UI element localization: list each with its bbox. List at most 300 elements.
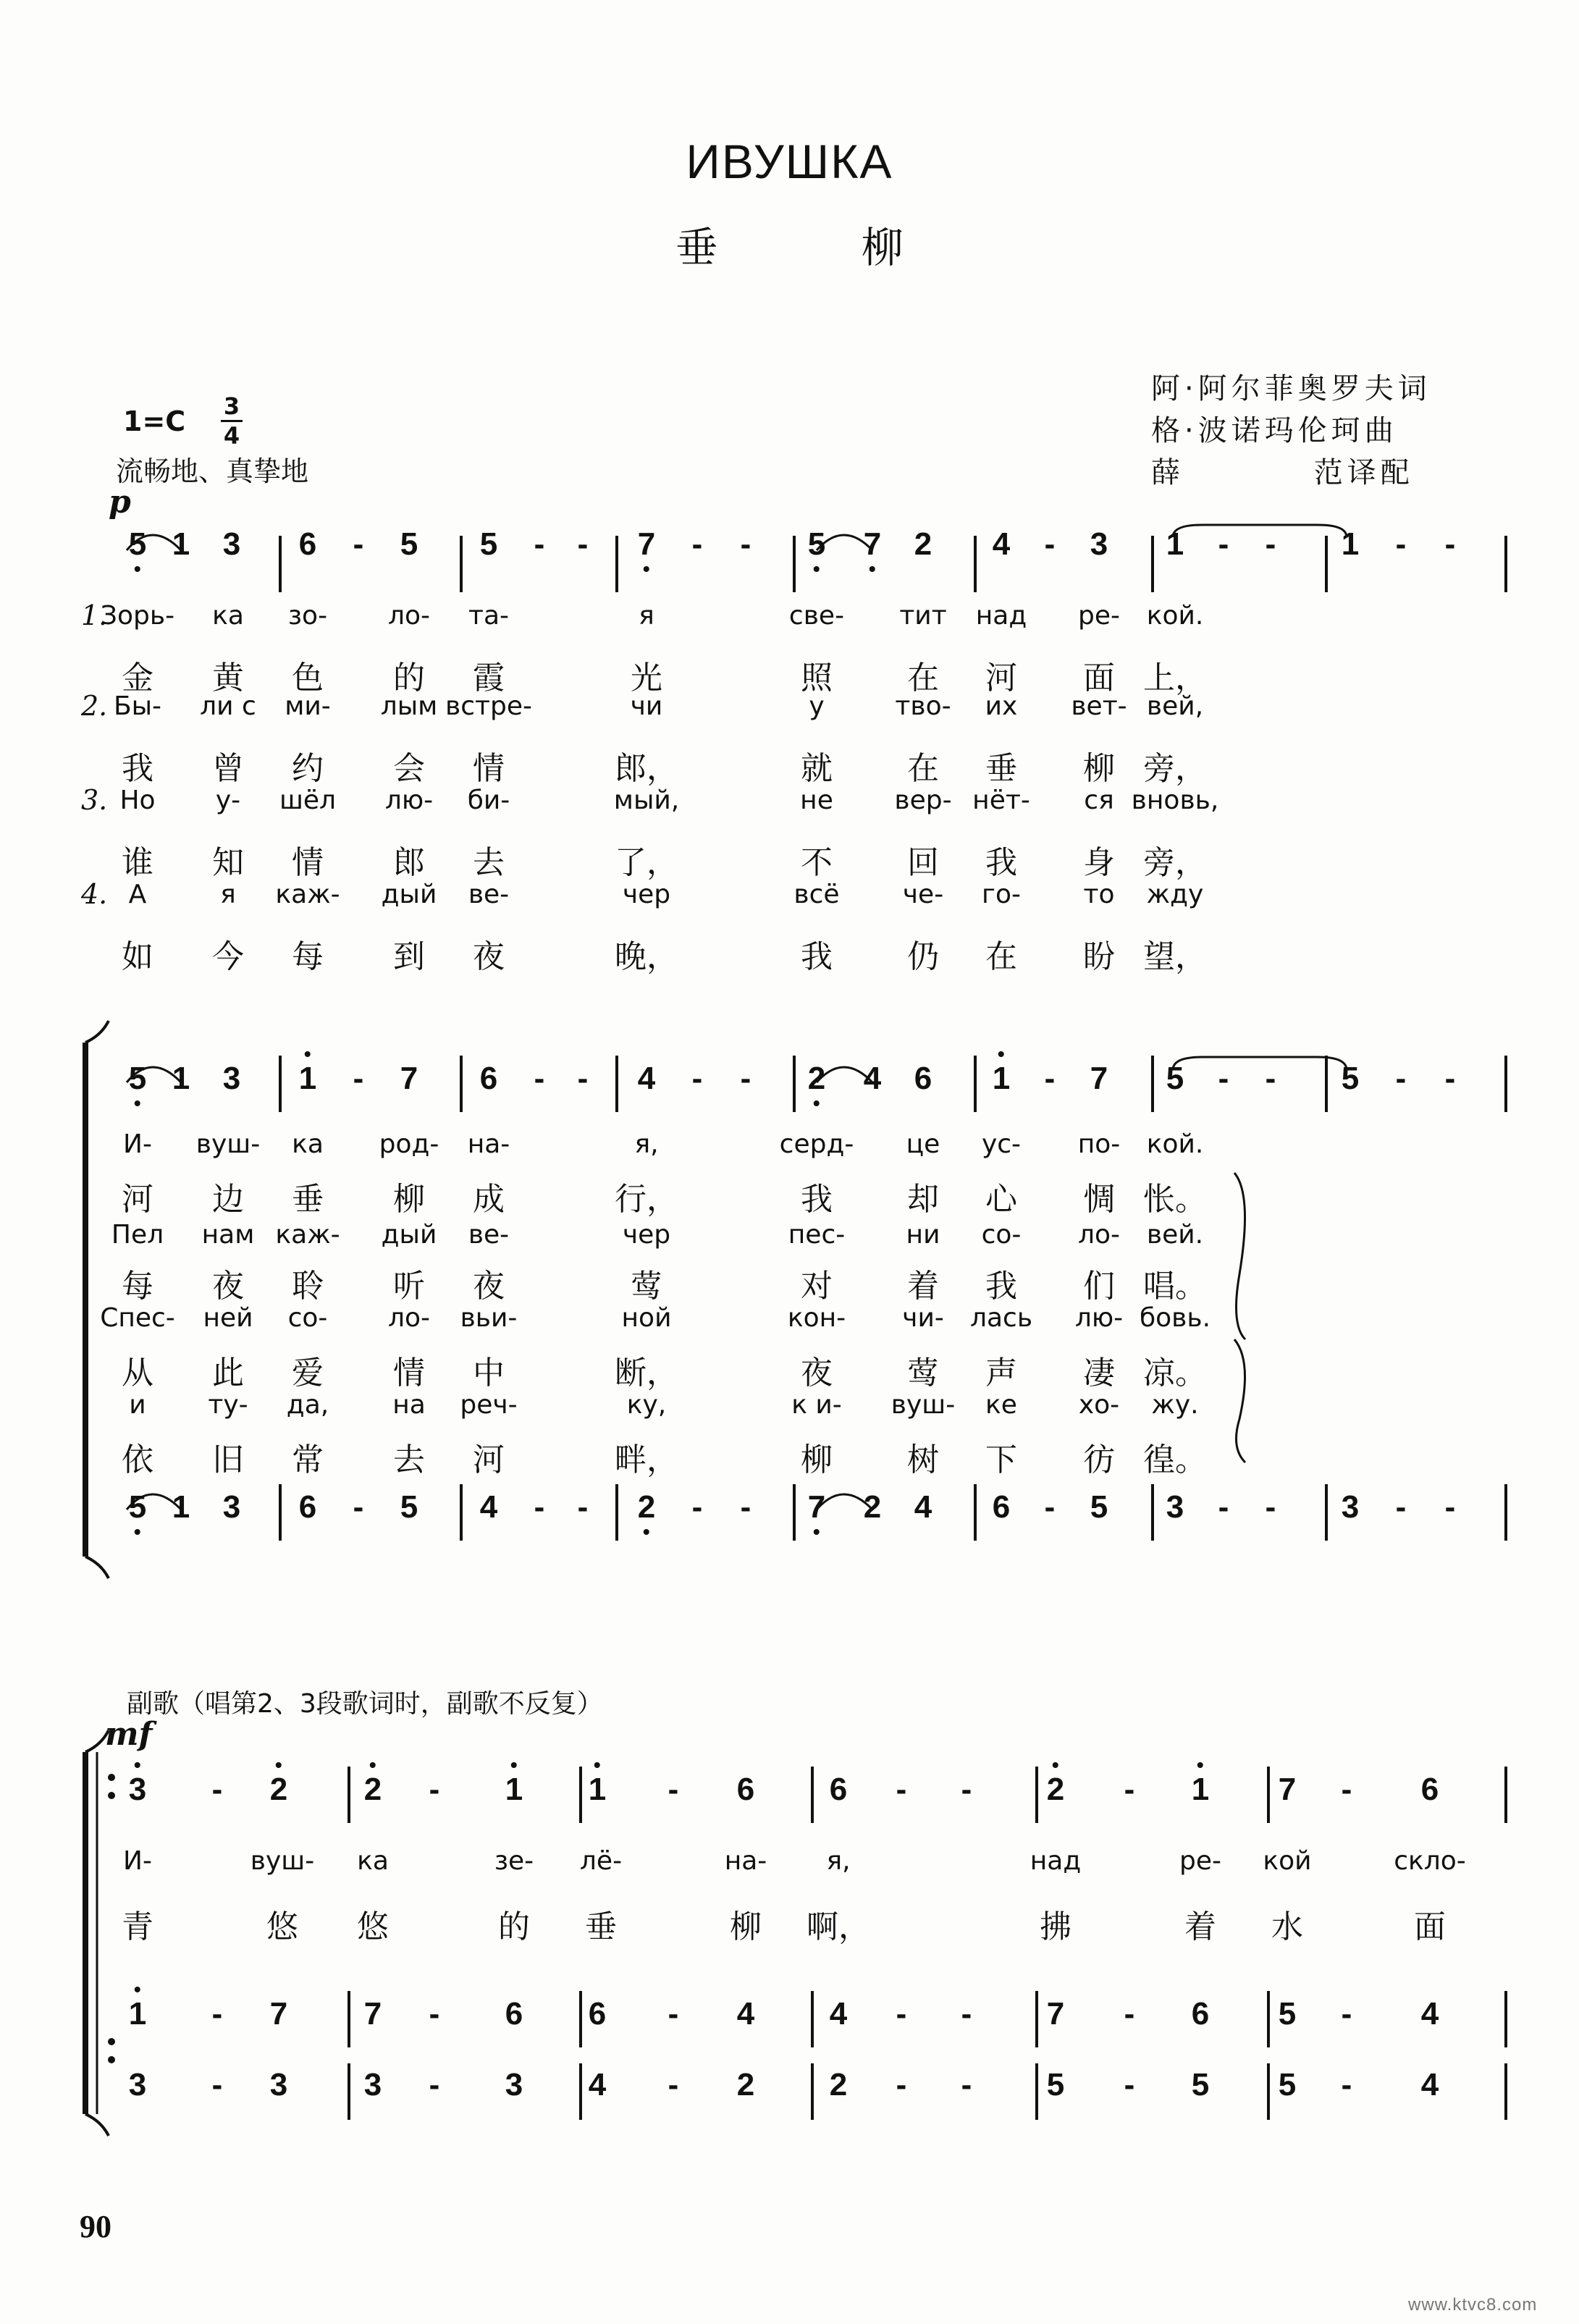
note-digit: 2 xyxy=(807,1061,826,1096)
lyric-ru: та- xyxy=(468,601,510,631)
lyric-zh: 在 xyxy=(907,660,939,696)
page-number: 90 xyxy=(80,2209,111,2244)
lyric-ru: вей, xyxy=(1146,691,1204,721)
lyric-ru: нёт- xyxy=(972,786,1030,815)
lyric-zh: 仍 xyxy=(907,938,939,975)
lyric-ru: к и- xyxy=(791,1390,842,1420)
lyricist-credit: 阿·阿尔菲奥罗夫词 xyxy=(1151,372,1431,405)
bracket-hook xyxy=(85,2114,109,2136)
bracket-hook xyxy=(85,1557,109,1578)
lyric-zh: 我 xyxy=(801,938,833,975)
note-digit: 5 xyxy=(1278,1996,1297,2032)
lyric-ru: их xyxy=(985,691,1018,721)
lyric-ru: со- xyxy=(981,1220,1022,1250)
note-digit: 5 xyxy=(1341,1061,1360,1096)
note-digit: 1 xyxy=(172,1061,190,1096)
title-russian: ИВУШКА xyxy=(686,135,893,188)
lyric-ru: на- xyxy=(724,1846,767,1876)
lyric-ru: лё- xyxy=(579,1846,623,1876)
note-digit: 3 xyxy=(222,526,241,562)
lyric-zh: 听 xyxy=(393,1268,425,1305)
verse-number: 3. xyxy=(81,784,108,816)
lyric-zh: 彷 xyxy=(1083,1441,1115,1478)
title-chinese: 垂 柳 xyxy=(675,223,904,272)
note-digit: - xyxy=(353,526,364,562)
lyric-zh: 不 xyxy=(801,844,833,881)
note-digit: 3 xyxy=(269,2067,288,2102)
note-digit: - xyxy=(1395,526,1407,562)
lyric-ru: над xyxy=(1029,1846,1082,1876)
lyric-zh: 郎 xyxy=(393,844,425,881)
note-digit: 1 xyxy=(992,1061,1011,1096)
lyric-ru: каж- xyxy=(275,1220,340,1250)
lyric-zh: 霞 xyxy=(473,660,505,696)
lyric-ru: ка xyxy=(292,1129,324,1159)
lyric-zh: 情 xyxy=(292,844,324,881)
note-digit: 4 xyxy=(992,526,1011,562)
note-digit: 7 xyxy=(637,526,656,562)
dynamic-mezzo-forte: mf xyxy=(105,1716,153,1753)
lyric-zh: 啊， xyxy=(807,1908,870,1945)
note-digit: - xyxy=(1218,1489,1229,1525)
lyric-ru: всё xyxy=(793,880,840,909)
note-digit: 5 xyxy=(128,526,147,562)
lyric-ru: вер- xyxy=(894,786,952,815)
lyric-ru: И- xyxy=(123,1846,152,1876)
note-digit: - xyxy=(896,2067,907,2102)
slur xyxy=(817,1494,872,1510)
lyric-zh: 知 xyxy=(212,844,244,881)
lyric-zh: 河 xyxy=(985,660,1017,696)
lyric-ru: ве- xyxy=(468,880,510,909)
lyric-ru: ре- xyxy=(1078,601,1120,631)
lyric-zh: 盼 xyxy=(1083,938,1115,975)
translator-credit: 薛 范译配 xyxy=(1151,456,1414,489)
note-digit: - xyxy=(1395,1489,1407,1525)
lyric-zh: 依 xyxy=(122,1441,153,1478)
lyric-zh: 情 xyxy=(473,750,505,787)
lyric-zh: 垂 xyxy=(985,750,1017,787)
note-digit: 1 xyxy=(172,1489,190,1525)
lyric-ru: хо- xyxy=(1078,1390,1120,1420)
lyric-zh: 在 xyxy=(907,750,939,787)
note-digit: 5 xyxy=(1046,2067,1065,2102)
note-digit: - xyxy=(1395,1061,1407,1096)
note-digit: - xyxy=(1124,2067,1135,2102)
lyric-zh: 会 xyxy=(393,750,425,787)
lyric-zh: 拂 xyxy=(1040,1908,1071,1945)
lyric-ru: дый xyxy=(381,1220,437,1250)
lyric-zh: 就 xyxy=(801,750,833,787)
lyric-zh: 凉。 xyxy=(1143,1355,1207,1392)
note-digit: 7 xyxy=(400,1061,418,1096)
bracket-hook xyxy=(85,1730,109,1752)
lyric-ru: на- xyxy=(467,1129,510,1159)
note-digit: - xyxy=(1444,1489,1456,1525)
lyric-zh: 青 xyxy=(122,1908,153,1945)
lyric-zh: 断， xyxy=(615,1355,678,1392)
lyric-ru: нам xyxy=(201,1220,255,1250)
lyric-zh: 我 xyxy=(122,750,153,787)
lyric-ru: каж- xyxy=(275,880,340,909)
lyric-ru: пес- xyxy=(788,1220,846,1250)
slur xyxy=(817,535,872,550)
lyric-ru: лю- xyxy=(1074,1303,1124,1333)
lyric-zh: 色 xyxy=(292,660,324,696)
dynamic-piano: p xyxy=(109,484,131,521)
note-digit: - xyxy=(1265,1061,1276,1096)
lyric-zh: 声 xyxy=(985,1355,1017,1392)
note-digit: 1 xyxy=(588,1772,607,1807)
key-signature: 1=C xyxy=(123,405,186,437)
note-digit: 5 xyxy=(807,526,826,562)
lyric-ru: род- xyxy=(379,1129,439,1159)
lyric-zh: 爱 xyxy=(292,1355,324,1392)
note-digit: - xyxy=(429,1772,440,1807)
lyric-ru: жду xyxy=(1146,880,1204,909)
note-digit: 3 xyxy=(128,1772,147,1807)
note-digit: - xyxy=(353,1489,364,1525)
lyric-zh: 徨。 xyxy=(1143,1441,1207,1478)
lyric-zh: 了， xyxy=(615,844,678,881)
lyric-zh: 的 xyxy=(393,660,425,696)
lyric-ru: ли с xyxy=(200,691,256,721)
note-digit: - xyxy=(1265,526,1276,562)
note-digit: - xyxy=(1218,1061,1229,1096)
lyric-ru: ка xyxy=(212,601,244,631)
lyric-zh: 畔， xyxy=(615,1441,678,1478)
slur xyxy=(127,1494,181,1510)
lyric-ru: А xyxy=(128,880,147,909)
note-digit: 4 xyxy=(479,1489,498,1525)
lyric-zh: 约 xyxy=(292,750,324,787)
lyric-ru: по- xyxy=(1077,1129,1121,1159)
note-digit: 5 xyxy=(479,526,498,562)
lyric-ru: вей. xyxy=(1146,1220,1204,1250)
lyric-ru: мый, xyxy=(613,786,680,815)
lyric-zh: 夜 xyxy=(473,938,505,975)
lyric-ru: све- xyxy=(788,601,845,631)
note-digit: 3 xyxy=(222,1489,241,1525)
note-digit: 3 xyxy=(1166,1489,1184,1525)
lyric-ru: я, xyxy=(634,1129,659,1159)
tempo-marking: 流畅地、真挚地 xyxy=(116,455,309,487)
lyric-ru: дый xyxy=(381,880,437,909)
lyric-zh: 旁， xyxy=(1143,844,1207,881)
note-digit: 6 xyxy=(992,1489,1011,1525)
lyric-zh: 的 xyxy=(498,1908,530,1945)
lyric-ru: ло- xyxy=(387,1303,431,1333)
lyric-zh: 回 xyxy=(907,844,939,881)
lyric-ru: Пел xyxy=(111,1220,164,1250)
lyric-zh: 河 xyxy=(122,1181,153,1218)
note-digit: - xyxy=(691,1489,703,1525)
lyric-zh: 谁 xyxy=(122,844,153,881)
note-digit: - xyxy=(429,1996,440,2032)
lyric-ru: Спес- xyxy=(100,1303,175,1333)
lyric-ru: чер xyxy=(622,880,671,909)
note-digit: - xyxy=(211,1772,223,1807)
lyric-ru: ней xyxy=(203,1303,253,1333)
note-digit: - xyxy=(668,2067,679,2102)
lyric-zh: 柳 xyxy=(730,1908,762,1945)
lyric-ru: ку, xyxy=(626,1390,667,1420)
slur xyxy=(127,1067,181,1082)
lyric-ru: над xyxy=(975,601,1027,631)
note-digit: 7 xyxy=(1046,1996,1065,2032)
lyric-zh: 面 xyxy=(1083,660,1115,696)
note-digit: - xyxy=(668,1996,679,2032)
note-digit: 4 xyxy=(588,2067,607,2102)
lyric-ru: зе- xyxy=(494,1846,534,1876)
note-digit: 3 xyxy=(222,1061,241,1096)
note-digit: 6 xyxy=(1420,1772,1439,1807)
lyric-zh: 柳 xyxy=(1083,750,1115,787)
lyric-ru: че- xyxy=(902,880,944,909)
lyric-ru: ми- xyxy=(285,691,331,721)
note-digit: 6 xyxy=(298,526,317,562)
lyric-zh: 夜 xyxy=(473,1268,505,1305)
lyric-ru: Зорь- xyxy=(100,601,175,631)
note-digit: 3 xyxy=(1341,1489,1360,1525)
lyric-zh: 每 xyxy=(122,1268,153,1305)
lyric-zh: 莺 xyxy=(631,1268,662,1305)
note-digit: 3 xyxy=(128,2067,147,2102)
lyric-ru: шёл xyxy=(279,786,337,815)
note-digit: 6 xyxy=(1191,1996,1210,2032)
note-digit: 1 xyxy=(1191,1772,1210,1807)
lyric-zh: 每 xyxy=(292,938,324,975)
lyric-zh: 去 xyxy=(473,844,505,881)
lyric-ru: кой. xyxy=(1146,1129,1204,1159)
note-digit: - xyxy=(1124,1996,1135,2032)
verse-number: 2. xyxy=(81,690,108,722)
lyric-zh: 对 xyxy=(801,1268,833,1305)
tie xyxy=(1173,1057,1347,1070)
lyric-ru: лась xyxy=(969,1303,1033,1333)
lyric-zh: 情 xyxy=(393,1355,425,1392)
note-digit: 3 xyxy=(505,2067,523,2102)
note-digit: 5 xyxy=(400,526,418,562)
note-digit: 6 xyxy=(829,1772,848,1807)
note-digit: - xyxy=(961,1772,972,1807)
lyric-zh: 我 xyxy=(985,844,1017,881)
note-digit: 3 xyxy=(1090,526,1108,562)
lyric-zh: 中 xyxy=(473,1355,505,1392)
lyric-ru: би- xyxy=(467,786,510,815)
lyric-zh: 成 xyxy=(473,1181,505,1218)
note-digit: - xyxy=(668,1772,679,1807)
note-digit: - xyxy=(534,1489,545,1525)
lyric-zh: 我 xyxy=(801,1181,833,1218)
note-digit: 6 xyxy=(736,1772,755,1807)
note-digit: 5 xyxy=(1090,1489,1108,1525)
lyric-ru: у- xyxy=(215,786,241,815)
lyric-zh: 望， xyxy=(1143,938,1207,975)
lyric-zh: 旧 xyxy=(212,1441,244,1478)
note-digit: - xyxy=(534,1061,545,1096)
repeat-dot xyxy=(108,1774,115,1781)
lyric-zh: 金 xyxy=(122,660,153,696)
lyric-ru: жу. xyxy=(1151,1390,1199,1420)
lyric-zh: 上， xyxy=(1143,660,1207,696)
note-digit: 7 xyxy=(1090,1061,1108,1096)
lyric-ru: и xyxy=(129,1390,146,1420)
note-digit: - xyxy=(740,1061,751,1096)
lyric-ru: Бы- xyxy=(113,691,162,721)
note-digit: - xyxy=(577,1489,589,1525)
note-digit: 3 xyxy=(363,2067,382,2102)
note-digit: - xyxy=(577,1061,589,1096)
lyric-zh: 们 xyxy=(1083,1268,1115,1305)
note-digit: - xyxy=(211,2067,223,2102)
lyric-ru: чи xyxy=(630,691,663,721)
lyric-ru: ке xyxy=(985,1390,1017,1420)
lyric-ru: я xyxy=(220,880,236,909)
lyric-zh: 边 xyxy=(212,1181,244,1218)
lyric-ru: ни xyxy=(906,1220,940,1250)
note-digit: 5 xyxy=(128,1061,147,1096)
lyric-zh: 莺 xyxy=(907,1355,939,1392)
lyric-zh: 光 xyxy=(631,660,662,696)
note-digit: 5 xyxy=(1166,1061,1184,1096)
note-digit: - xyxy=(691,1061,703,1096)
verse-number: 1. xyxy=(81,599,108,631)
note-digit: - xyxy=(740,1489,751,1525)
verse-number: 4. xyxy=(81,878,108,910)
lyric-ru: Но xyxy=(119,786,156,815)
lyric-zh: 惆 xyxy=(1083,1181,1115,1218)
note-digit: - xyxy=(961,1996,972,2032)
lyric-ru: вновь, xyxy=(1131,786,1219,815)
lyric-ru: со- xyxy=(287,1303,328,1333)
lyric-zh: 如 xyxy=(122,938,153,975)
lyric-ru: вуш- xyxy=(890,1390,956,1420)
lyric-zh: 从 xyxy=(122,1355,153,1392)
lyric-zh: 我 xyxy=(985,1268,1017,1305)
lyric-zh: 此 xyxy=(212,1355,244,1392)
note-digit: - xyxy=(1444,526,1456,562)
lyric-ru: скло- xyxy=(1394,1846,1466,1876)
lyric-zh: 唱。 xyxy=(1143,1268,1207,1305)
note-digit: - xyxy=(1044,526,1056,562)
lyric-zh: 垂 xyxy=(585,1908,617,1945)
lyric-ru: лю- xyxy=(384,786,434,815)
note-digit: 4 xyxy=(1420,2067,1439,2102)
note-digit: - xyxy=(691,526,703,562)
note-digit: 6 xyxy=(298,1489,317,1525)
lyric-ru: реч- xyxy=(460,1390,518,1420)
note-digit: 7 xyxy=(863,526,882,562)
lyric-zh: 怅。 xyxy=(1143,1181,1207,1218)
note-digit: - xyxy=(896,1772,907,1807)
lyric-zh: 常 xyxy=(292,1441,324,1478)
slur xyxy=(127,535,181,550)
note-digit: 7 xyxy=(1278,1772,1297,1807)
lyric-zh: 心 xyxy=(985,1181,1017,1218)
slur xyxy=(817,1067,872,1082)
lyric-ru: ус- xyxy=(981,1129,1022,1159)
note-digit: 2 xyxy=(914,526,932,562)
note-digit: - xyxy=(1044,1061,1056,1096)
composer-credit: 格·波诺玛伦珂曲 xyxy=(1151,414,1398,447)
chorus-label: 副歌（唱第2、3段歌词时，副歌不反复） xyxy=(127,1689,603,1719)
lyric-ru: да, xyxy=(286,1390,329,1420)
note-digit: - xyxy=(577,526,589,562)
lyric-zh: 身 xyxy=(1083,844,1115,881)
lyric-ru: ло- xyxy=(387,601,431,631)
note-digit: 2 xyxy=(829,2067,848,2102)
lyric-zh: 夜 xyxy=(212,1268,244,1305)
note-digit: 4 xyxy=(736,1996,755,2032)
note-digit: 6 xyxy=(505,1996,523,2032)
lyric-ru: серд- xyxy=(779,1129,854,1159)
note-digit: 4 xyxy=(829,1996,848,2032)
note-digit: 7 xyxy=(363,1996,382,2032)
lyric-ru: ту- xyxy=(208,1390,248,1420)
lyric-zh: 旁， xyxy=(1143,750,1207,787)
note-digit: 6 xyxy=(479,1061,498,1096)
note-digit: 4 xyxy=(1420,1996,1439,2032)
lyric-zh: 面 xyxy=(1414,1908,1446,1945)
note-digit: 6 xyxy=(914,1061,932,1096)
note-digit: 5 xyxy=(128,1489,147,1525)
lyric-ru: зо- xyxy=(287,601,328,631)
lyric-ru: тво- xyxy=(895,691,951,721)
lyric-zh: 晚， xyxy=(615,938,678,975)
lyric-zh: 河 xyxy=(473,1441,505,1478)
lyric-ru: И- xyxy=(123,1129,152,1159)
note-digit: 1 xyxy=(172,526,190,562)
lyric-ru: кой. xyxy=(1146,601,1204,631)
note-digit: 5 xyxy=(1278,2067,1297,2102)
note-digit: - xyxy=(1444,1061,1456,1096)
lyric-ru: у xyxy=(809,691,825,721)
note-digit: - xyxy=(1341,2067,1352,2102)
lyric-ru: на xyxy=(392,1390,426,1420)
note-digit: - xyxy=(1044,1489,1056,1525)
lyric-zh: 到 xyxy=(393,938,425,975)
lyric-ru: тит xyxy=(899,601,947,631)
note-digit: 6 xyxy=(588,1996,607,2032)
note-digit: - xyxy=(1124,1772,1135,1807)
lyric-ru: кой xyxy=(1263,1846,1312,1876)
lyric-ru: ка xyxy=(357,1846,389,1876)
lyric-ru: ной xyxy=(621,1303,672,1333)
lyric-zh: 黄 xyxy=(212,660,244,696)
note-digit: 4 xyxy=(863,1061,882,1096)
note-digit: 1 xyxy=(298,1061,317,1096)
time-signature-top: 3 xyxy=(223,392,240,420)
note-digit: 2 xyxy=(1046,1772,1065,1807)
note-digit: - xyxy=(1218,526,1229,562)
lyric-ru: ся xyxy=(1084,786,1114,815)
lyric-zh: 柳 xyxy=(393,1181,425,1218)
lyric-zh: 水 xyxy=(1271,1908,1303,1945)
lyric-zh: 凄 xyxy=(1083,1355,1115,1392)
note-digit: 2 xyxy=(363,1772,382,1807)
lyric-zh: 曾 xyxy=(212,750,244,787)
note-digit: 2 xyxy=(736,2067,755,2102)
note-digit: 2 xyxy=(269,1772,288,1807)
lyric-ru: ве- xyxy=(468,1220,510,1250)
note-digit: 5 xyxy=(1191,2067,1210,2102)
time-signature-bottom: 4 xyxy=(223,422,240,450)
lyric-ru: це xyxy=(906,1129,940,1159)
lyric-ru: чи- xyxy=(902,1303,944,1333)
repeat-dot xyxy=(108,1792,115,1799)
lyric-ru: вуш- xyxy=(250,1846,315,1876)
